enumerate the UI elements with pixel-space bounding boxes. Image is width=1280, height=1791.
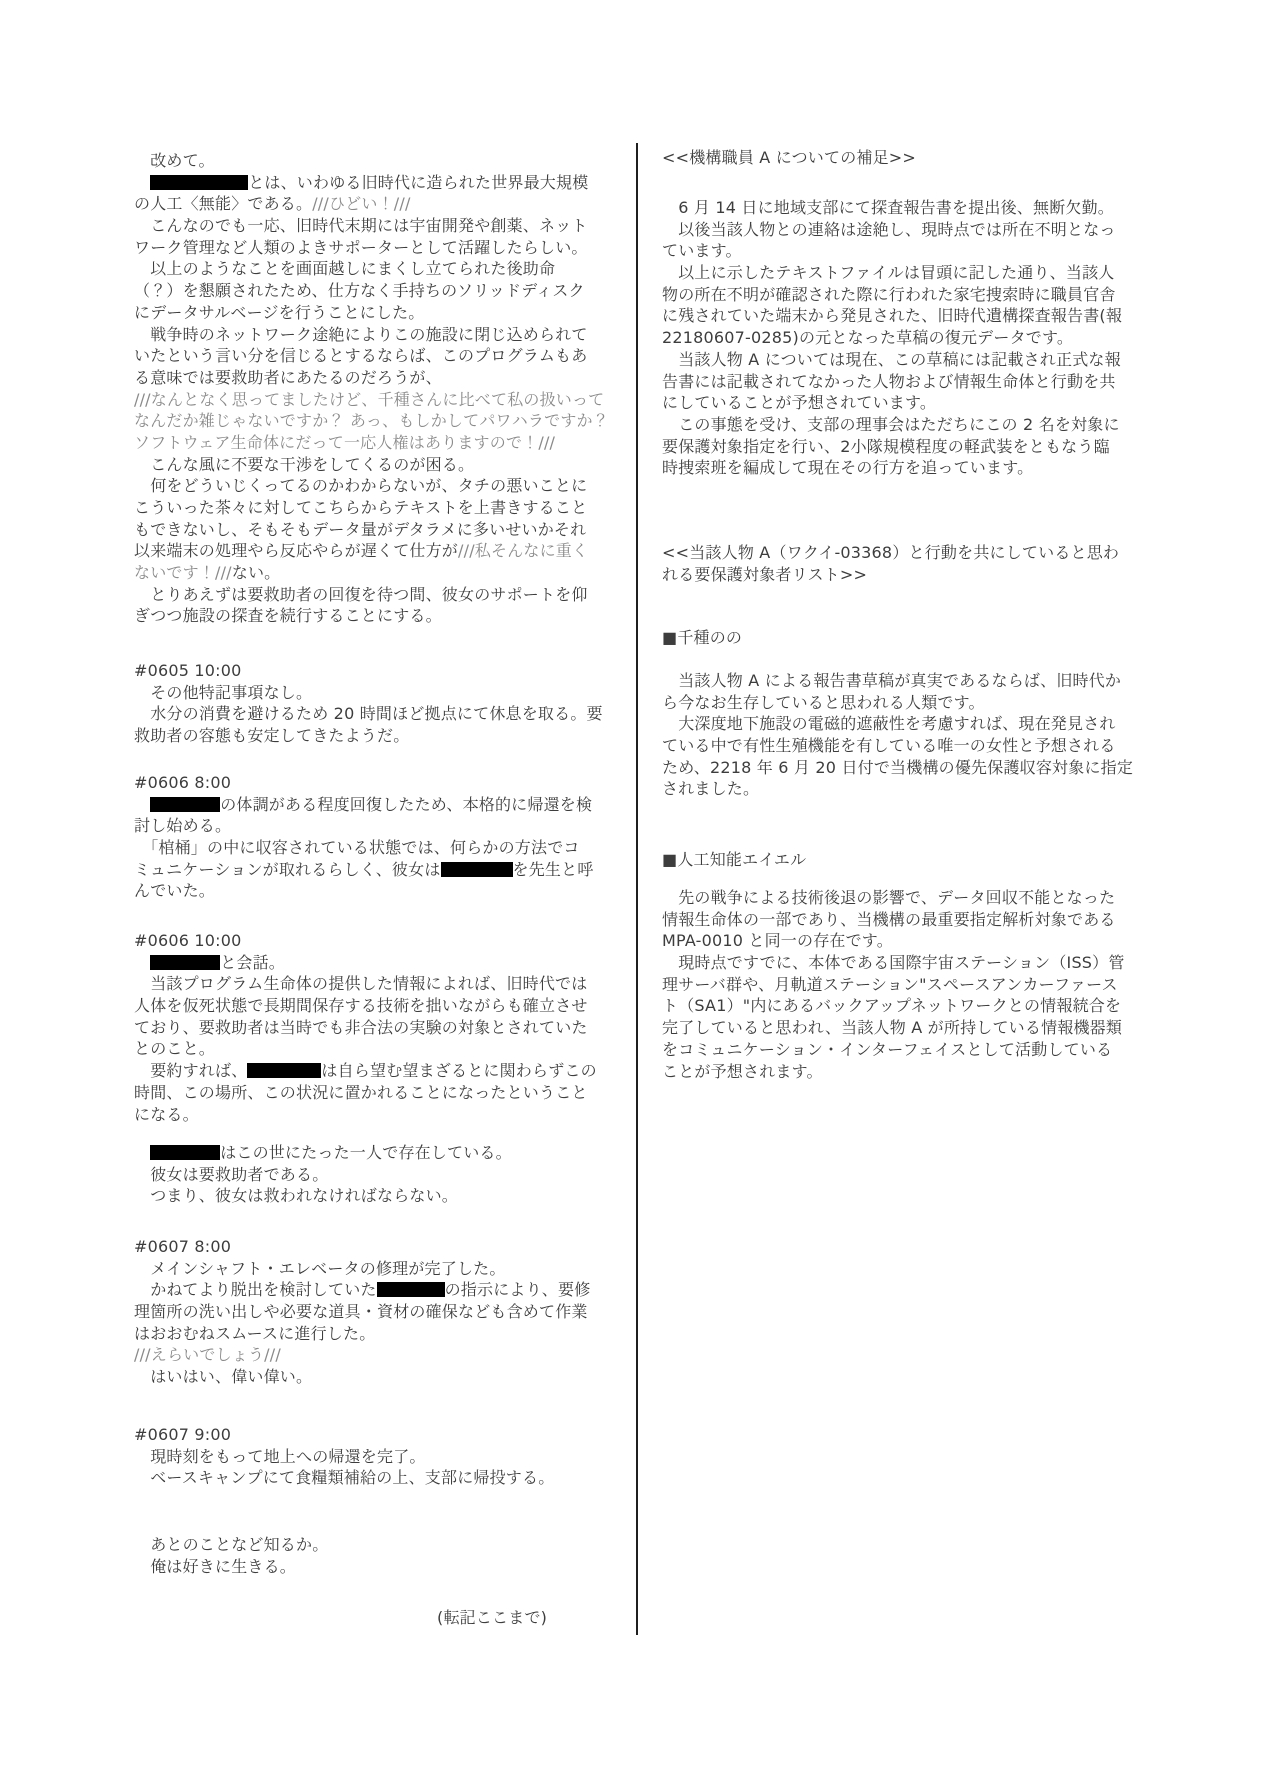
text-line	[662, 974, 1125, 996]
body-text: ない。	[231, 563, 281, 583]
body-text: 情報生命体の一部であり、当機構の最重要指定解析対象である	[662, 909, 1116, 929]
body-text: はこの世にたった一人で存在している。	[220, 1143, 512, 1162]
text-line	[134, 995, 597, 1017]
body-text: にしていることが予想されています。	[662, 393, 937, 413]
body-text: こんな風に不要な干渉をしてくるのが困る。	[134, 454, 475, 474]
text-line	[662, 995, 1125, 1017]
text-line	[134, 389, 609, 411]
body-text: 当該人物 A による報告書草稿が真実であるならば、旧時代か	[662, 671, 1122, 690]
text-line	[662, 713, 1133, 735]
body-text: は自ら望む望まざるとに関わらずこの	[321, 1061, 597, 1081]
text-line	[662, 414, 1122, 436]
text-line	[134, 1060, 597, 1082]
text-line	[662, 757, 1133, 779]
text-line	[134, 794, 594, 816]
body-text: はおおむねスムースに進行した。	[134, 1323, 376, 1343]
body-text: 22180607-0285)の元となった草稿の復元データです。	[662, 328, 1074, 348]
body-text: その他特記事項なし。	[134, 682, 313, 702]
text-line	[134, 1164, 512, 1186]
body-text: ら今なお生存していると思われる人類です。	[662, 692, 985, 712]
text-line	[662, 1017, 1125, 1039]
body-text: ぎつつ施設の探査を続行することにする。	[134, 606, 442, 626]
body-text: 大深度地下施設の電磁的遮蔽性を考慮すれば、現在発見され	[662, 714, 1116, 734]
text-line	[134, 367, 609, 389]
body-text: ことが予想されます。	[662, 1061, 823, 1081]
text-line	[134, 1142, 512, 1164]
supplement-heading	[662, 147, 916, 169]
body-text: メインシャフト・エレベータの修理が完了した。	[134, 1258, 506, 1278]
supplement-body	[662, 197, 1122, 479]
list-item-chigusa-title	[662, 627, 742, 649]
log-entry-0607-0900	[134, 1424, 554, 1489]
body-text: つまり、彼女は救われなければならない。	[134, 1186, 459, 1206]
body-text: 理サーバ群や、月軌道ステーション"スペースアンカーファース	[662, 974, 1118, 994]
text-line	[134, 1185, 512, 1207]
text-line	[437, 1607, 547, 1629]
body-text: をコミュニケーション・インターフェイスとして活動している	[662, 1039, 1113, 1059]
body-text: ている中で有性生殖機能を有している唯一の女性と予想される	[662, 736, 1116, 756]
aside-comment-text: ないです！///	[134, 563, 232, 583]
body-text: に残されていた端末から発見された、旧時代遺構探査報告書(報	[662, 306, 1123, 326]
text-line	[134, 1323, 590, 1345]
text-line	[662, 778, 1133, 800]
body-text: ており、要救助者は当時でも非合法の実験の対象とされていた	[134, 1017, 588, 1037]
body-text: の体調がある程度回復したため、本格的に帰還を検	[220, 794, 593, 814]
text-line	[662, 262, 1122, 284]
body-text: はいはい、偉い偉い。	[134, 1367, 313, 1387]
text-line	[134, 703, 603, 725]
text-line	[662, 909, 1125, 931]
aside-comment-text: ///ひどい！///	[312, 194, 411, 214]
redacted-text	[247, 1063, 321, 1078]
text-line	[134, 1424, 554, 1446]
body-text: ています。	[662, 241, 742, 261]
text-line	[134, 454, 609, 476]
list-item-ai-body	[662, 887, 1125, 1082]
aside-comment-text: ///えらいでしょう///	[134, 1345, 281, 1365]
body-text: んでいた。	[134, 881, 216, 901]
text-line	[134, 1279, 590, 1301]
text-line	[662, 305, 1122, 327]
text-line	[134, 880, 594, 902]
body-text: (転記ここまで)	[437, 1608, 548, 1627]
body-text: 討し始める。	[134, 816, 232, 836]
text-line	[662, 197, 1122, 219]
text-line	[134, 682, 603, 704]
text-line	[134, 1534, 328, 1556]
text-line	[662, 887, 1125, 909]
body-text: 理箇所の洗い出しや必要な道具・資材の確保なども含めて作業	[134, 1302, 588, 1322]
body-text: と会話。	[220, 952, 286, 972]
text-line	[134, 1236, 590, 1258]
text-line	[134, 1344, 590, 1366]
text-line	[662, 930, 1125, 952]
body-text: （？）を懇願されたため、仕方なく手持ちのソリッドディスク	[134, 281, 585, 301]
text-line	[134, 280, 609, 302]
body-text: ■人工知能エイエル	[662, 850, 807, 869]
list-item-chigusa-body	[662, 670, 1133, 800]
body-text: 人体を仮死状態で長期間保存する技術を拙いながらも確立させ	[134, 996, 588, 1016]
redacted-text	[150, 797, 220, 812]
body-text: 以後当該人物との連絡は途絶し、現時点では所在不明となっ	[662, 219, 1116, 239]
text-line	[134, 1258, 590, 1280]
body-text: ワーク管理など人類のよきサポーターとして活躍したらしい。	[134, 237, 588, 257]
body-text: 当該人物 A については現在、この草稿には記載され正式な報	[662, 349, 1121, 369]
text-line	[662, 1039, 1125, 1061]
text-line	[662, 147, 916, 169]
text-line	[662, 692, 1133, 714]
text-line	[134, 859, 594, 881]
text-line	[134, 725, 603, 747]
text-line	[134, 660, 603, 682]
body-text: 以上のようなことを画面越しにまくし立てられた後助命	[134, 259, 556, 279]
text-line	[134, 172, 609, 194]
text-line	[662, 1061, 1125, 1083]
list-item-ai-title	[662, 849, 806, 871]
text-line	[662, 564, 1119, 586]
text-line	[134, 345, 609, 367]
redacted-text	[150, 955, 220, 970]
body-text: 以上に示したテキストファイルは冒頭に記した通り、当該人	[662, 263, 1115, 283]
text-line	[662, 240, 1122, 262]
text-line	[134, 432, 609, 454]
body-text: 現時刻をもって地上への帰還を完了。	[134, 1446, 426, 1466]
body-text: とのこと。	[134, 1039, 216, 1059]
text-line	[662, 219, 1122, 241]
text-line	[134, 1038, 597, 1060]
text-line	[134, 952, 597, 974]
body-text: る意味では要救助者にあたるのだろうが、	[134, 367, 442, 387]
body-text: されました。	[662, 779, 760, 799]
aside-comment-text: ソフトウェア生命体にだって一応人権はありますので！///	[134, 432, 556, 452]
text-line	[134, 519, 609, 541]
body-text: <<機構職員 A についての補足>>	[662, 148, 917, 167]
text-line	[134, 237, 609, 259]
body-text: あとのことなど知るか。	[134, 1535, 329, 1554]
text-line	[134, 1556, 328, 1578]
body-text: 「棺桶」の中に収容されている状態では、何らかの方法でコ	[134, 838, 580, 858]
text-line	[134, 497, 609, 519]
text-line	[134, 1446, 554, 1468]
body-text: この事態を受け、支部の理事会はただちにこの 2 名を対象に	[662, 414, 1120, 434]
body-text: 戦争時のネットワーク途絶によりこの施設に閉じ込められて	[134, 324, 588, 344]
text-line	[134, 1017, 597, 1039]
redacted-text	[441, 862, 513, 877]
body-text: こういった茶々に対してこちらからテキストを上書きすること	[134, 498, 588, 517]
body-text: #0606 8:00	[134, 773, 232, 792]
body-text: <<当該人物 A（ワクイ-03368）と行動を共にしていると思わ	[662, 543, 1120, 562]
body-text: ミュニケーションが取れるらしく、彼女は	[134, 859, 441, 879]
body-text: 物の所在不明が確認された際に行われた家宅捜索時に職員官舎	[662, 284, 1116, 304]
transcription-end-note	[437, 1607, 547, 1629]
column-divider	[636, 143, 638, 1635]
body-text: とは、いわゆる旧時代に造られた世界最大規模	[248, 172, 589, 192]
text-line	[662, 542, 1119, 564]
protection-list-heading	[662, 542, 1119, 585]
body-text: 俺は好きに生きる。	[134, 1556, 297, 1576]
text-line	[134, 584, 609, 606]
text-line	[134, 772, 594, 794]
text-line	[662, 849, 806, 871]
body-text	[134, 173, 150, 192]
text-line	[134, 150, 609, 172]
text-line	[662, 627, 742, 649]
log-entry-0606-0800	[134, 772, 594, 902]
body-text: を先生と呼	[512, 859, 594, 879]
log-entry-0605-1000	[134, 660, 603, 747]
log-intro	[134, 150, 609, 627]
body-text: 現時点ですでに、本体である国際宇宙ステーション（ISS）管	[662, 953, 1125, 973]
redacted-text	[377, 1282, 445, 1297]
text-line	[134, 410, 609, 432]
body-text: とりあえずは要救助者の回復を待つ間、彼女のサポートを仰	[134, 584, 588, 604]
text-line	[662, 457, 1122, 479]
text-line	[662, 436, 1122, 458]
body-text: いたという言い分を信じるとするならば、このプログラムもあ	[134, 346, 588, 366]
redacted-text	[150, 1145, 220, 1160]
body-text: かねてより脱出を検討していた	[134, 1280, 377, 1300]
body-text: 要保護対象指定を行い、2小隊規模程度の軽武装をともなう臨	[662, 436, 1110, 456]
text-line	[134, 215, 609, 237]
body-text: 何をどういじくってるのかわからないが、タチの悪いことに	[134, 476, 588, 496]
body-text	[134, 1143, 150, 1162]
text-line	[134, 562, 609, 584]
body-text: 先の戦争による技術後退の影響で、データ回収不能となった	[662, 888, 1116, 907]
body-text: 救助者の容態も安定してきたようだ。	[134, 726, 410, 746]
text-line	[134, 193, 609, 215]
text-line	[134, 837, 594, 859]
body-text: ト（SA1）"内にあるバックアップネットワークとの情報統合を	[662, 996, 1122, 1016]
log-entry-0606-1000	[134, 930, 597, 1125]
text-line	[662, 952, 1125, 974]
aside-comment-text: なんだか雑じゃないですか？ あっ、もしかしてパワハラですか？	[134, 411, 609, 431]
text-line	[134, 1366, 590, 1388]
body-text: 時間、この場所、この状況に置かれることになったということ	[134, 1082, 588, 1102]
log-closing-remark	[134, 1534, 328, 1577]
text-line	[134, 1467, 554, 1489]
body-text: 以来端末の処理やら反応やらが遅くて仕方が	[134, 541, 459, 561]
body-text: #0607 8:00	[134, 1237, 232, 1256]
text-line	[134, 302, 609, 324]
body-text: れる要保護対象者リスト>>	[662, 564, 868, 584]
text-line	[662, 284, 1122, 306]
body-text: 当該プログラム生命体の提供した情報によれば、旧時代では	[134, 974, 588, 994]
body-text: ■千種のの	[662, 628, 743, 647]
body-text: の指示により、要修	[444, 1280, 591, 1300]
text-line	[134, 815, 594, 837]
body-text: にデータサルベージを行うことにした。	[134, 302, 425, 322]
text-line	[134, 930, 597, 952]
body-text: 彼女は要救助者である。	[134, 1164, 329, 1184]
body-text: になる。	[134, 1104, 199, 1124]
log-note-existence	[134, 1142, 512, 1207]
text-line	[662, 735, 1133, 757]
body-text: 要約すれば、	[134, 1061, 248, 1081]
text-line	[134, 540, 609, 562]
text-line	[134, 258, 609, 280]
aside-comment-text: ///私そんなに重く	[458, 541, 589, 561]
body-text: の人工〈無能〉である。	[134, 194, 313, 214]
body-text: ため、2218 年 6 月 20 日付で当機構の優先保護収容対象に指定	[662, 757, 1134, 777]
body-text: #0607 9:00	[134, 1425, 232, 1444]
text-line	[662, 371, 1122, 393]
body-text	[134, 953, 150, 972]
text-line	[662, 327, 1122, 349]
text-line	[662, 349, 1122, 371]
body-text	[134, 795, 150, 814]
text-line	[134, 1082, 597, 1104]
body-text: もできないし、そもそもデータ量がデタラメに多いせいかそれ	[134, 519, 587, 539]
text-line	[662, 670, 1133, 692]
body-text: #0606 10:00	[134, 931, 242, 950]
body-text: 時捜索班を編成して現在その行方を追っています。	[662, 458, 1034, 478]
body-text: 6 月 14 日に地域支部にて探査報告書を提出後、無断欠勤。	[662, 198, 1114, 217]
text-line	[662, 392, 1122, 414]
body-text: 水分の消費を避けるため 20 時間ほど拠点にて休息を取る。要	[134, 704, 603, 724]
body-text: 告書には記載されてなかった人物および情報生命体と行動を共	[662, 371, 1116, 391]
redacted-text	[150, 175, 248, 190]
text-line	[134, 1104, 597, 1126]
log-entry-0607-0800	[134, 1236, 590, 1388]
text-line	[134, 973, 597, 995]
body-text: 完了していると思われ、当該人物 A が所持している情報機器類	[662, 1018, 1123, 1038]
body-text: こんなのでも一応、旧時代末期には宇宙開発や創薬、ネット	[134, 216, 588, 236]
body-text: #0605 10:00	[134, 661, 242, 680]
body-text: MPA-0010 と同一の存在です。	[662, 931, 893, 951]
aside-comment-text: ///なんとなく思ってましたけど、千種さんに比べて私の扱いって	[134, 389, 605, 409]
text-line	[134, 475, 609, 497]
body-text: ベースキャンプにて食糧類補給の上、支部に帰投する。	[134, 1468, 555, 1488]
body-text: 改めて。	[134, 151, 215, 170]
text-line	[134, 1301, 590, 1323]
text-line	[134, 324, 609, 346]
text-line	[134, 605, 609, 627]
